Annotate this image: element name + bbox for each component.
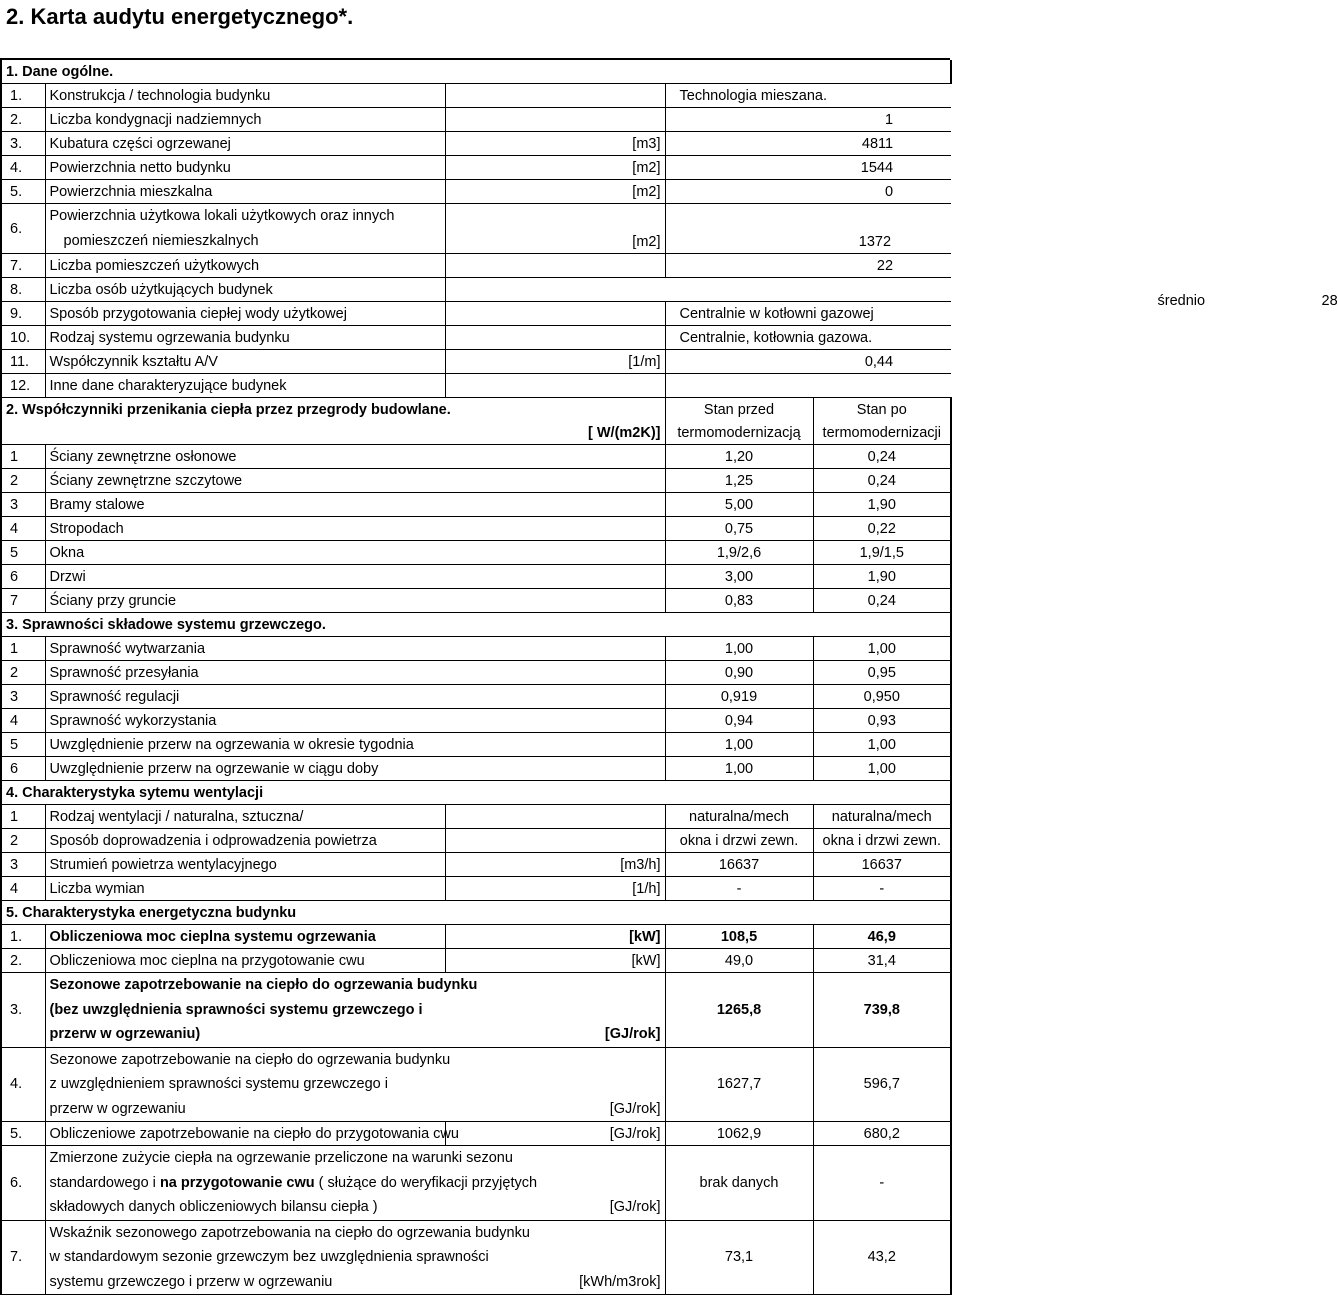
value-before: brak danych <box>665 1146 813 1221</box>
page-title: 2. Karta audytu energetycznego*. <box>6 4 354 29</box>
row-label: Ściany przy gruncie <box>45 589 665 613</box>
row-value: 1372 <box>665 204 951 254</box>
row-number: 5 <box>1 733 45 757</box>
row-label: Uwzględnienie przerw na ogrzewania w okresie tygodnia <box>45 733 665 757</box>
value-after: - <box>813 877 951 901</box>
row-number: 6 <box>1 565 45 589</box>
general-row <box>1 278 951 302</box>
row-unit: [1/h] <box>445 877 665 901</box>
row-label: Liczba wymian <box>45 877 445 901</box>
value-after: 739,8 <box>813 973 951 1048</box>
row-unit: [m3] <box>445 132 665 156</box>
row-unit <box>445 829 665 853</box>
row-value: 4811 <box>665 132 951 156</box>
row-unit <box>445 326 665 350</box>
row-label: Powierzchnia mieszkalna <box>45 180 445 204</box>
row-unit: [GJ/rok] <box>609 1100 661 1117</box>
value-after: - <box>813 1146 951 1221</box>
general-row <box>1 374 951 398</box>
row-value: Centralnie w kotłowni gazowej <box>665 302 951 326</box>
efficiency-row <box>1 685 951 709</box>
row-value: 1544 <box>665 156 951 180</box>
row-label: Sposób przygotowania ciepłej wody użytkowej <box>45 302 445 326</box>
coefficient-row <box>1 589 951 613</box>
ventilation-row <box>1 805 951 829</box>
row-label: Rodzaj systemu ogrzewania budynku <box>45 326 445 350</box>
value-before: 0,90 <box>665 661 813 685</box>
coefficient-row <box>1 493 951 517</box>
value-after: 1,90 <box>813 565 951 589</box>
row-unit: [kW] <box>445 949 665 973</box>
row-number: 5 <box>1 541 45 565</box>
row-label: Obliczeniowe zapotrzebowanie na ciepło do przygotowania cwu <box>45 1122 445 1146</box>
ventilation-row <box>1 829 951 853</box>
value-before: 0,919 <box>665 685 813 709</box>
row-number: 1. <box>1 84 45 108</box>
row-label: Liczba osób użytkujących budynek <box>45 278 445 302</box>
value-after: 43,2 <box>813 1220 951 1295</box>
row-label-line <box>50 1171 661 1196</box>
row-label <box>45 1146 665 1221</box>
coefficient-row <box>1 565 951 589</box>
value-after: 0,24 <box>813 445 951 469</box>
value-before: 1,00 <box>665 757 813 781</box>
value-before: 0,75 <box>665 517 813 541</box>
row-label-part: na przygotowanie cwu <box>159 1174 315 1191</box>
row-number: 1 <box>1 805 45 829</box>
value-after: 680,2 <box>813 1122 951 1146</box>
row-unit: średnio <box>1157 292 1206 309</box>
value-before: 1,20 <box>665 445 813 469</box>
row-unit <box>445 254 665 278</box>
efficiency-row <box>1 709 951 733</box>
row-unit: [GJ/rok] <box>445 1122 665 1146</box>
row-label-line: przerw w ogrzewaniu) <box>49 1026 201 1042</box>
audit-card-table <box>0 58 1338 1295</box>
row-label-line: pomieszczeń niemieszkalnych <box>63 232 259 249</box>
row-label: Sprawność przesyłania <box>45 661 665 685</box>
value-before: 1,25 <box>665 469 813 493</box>
value-before: 73,1 <box>665 1220 813 1295</box>
row-number: 3 <box>1 685 45 709</box>
value-before: okna i drzwi zewn. <box>665 829 813 853</box>
row-number: 6. <box>1 204 45 254</box>
row-number: 4 <box>1 517 45 541</box>
row-label: Bramy stalowe <box>45 493 665 517</box>
value-before: 49,0 <box>665 949 813 973</box>
row-label: Liczba pomieszczeń użytkowych <box>45 254 445 278</box>
value-after: 0,93 <box>813 709 951 733</box>
row-label-line: przerw w ogrzewaniu <box>49 1100 186 1117</box>
value-after: 31,4 <box>813 949 951 973</box>
row-number: 3. <box>1 973 45 1048</box>
row-number: 5. <box>1 1122 45 1146</box>
value-after: 1,90 <box>813 493 951 517</box>
row-label: Inne dane charakteryzujące budynek <box>45 374 445 398</box>
row-value: Centralnie, kotłownia gazowa. <box>665 326 951 350</box>
general-row <box>1 156 951 180</box>
row-number: 7. <box>1 1220 45 1295</box>
row-label-line: (bez uwzględnienia sprawności systemu grzewczego i <box>49 1001 423 1018</box>
coefficient-row <box>1 445 951 469</box>
row-number: 2 <box>1 661 45 685</box>
row-number: 2 <box>1 469 45 493</box>
value-after: 46,9 <box>813 925 951 949</box>
row-label: Drzwi <box>45 565 665 589</box>
value-before: 3,00 <box>665 565 813 589</box>
general-row <box>1 84 951 108</box>
value-after: 596,7 <box>813 1047 951 1122</box>
row-unit: [kWh/m3rok] <box>579 1273 661 1290</box>
value-after: naturalna/mech <box>813 805 951 829</box>
energy-row <box>1 973 951 1048</box>
row-number: 12. <box>1 374 45 398</box>
row-number: 2. <box>1 949 45 973</box>
general-row <box>1 180 951 204</box>
row-number: 3 <box>1 493 45 517</box>
row-unit: [m2] <box>445 180 665 204</box>
value-after: 1,00 <box>813 757 951 781</box>
row-label <box>45 1047 665 1122</box>
row-unit: [kW] <box>445 925 665 949</box>
row-number: 1. <box>1 925 45 949</box>
value-before: 1265,8 <box>665 973 813 1048</box>
row-label-line: składowych danych obliczeniowych bilansu ciepła ) <box>49 1199 378 1215</box>
ventilation-row <box>1 853 951 877</box>
general-row <box>1 254 951 278</box>
row-number: 1 <box>1 637 45 661</box>
section-efficiency-heading: 3. Sprawności składowe systemu grzewczego. <box>1 613 951 637</box>
row-number: 4 <box>1 877 45 901</box>
row-unit: [GJ/rok] <box>604 1026 661 1042</box>
energy-row <box>1 1146 951 1221</box>
row-label: Ściany zewnętrzne szczytowe <box>45 469 665 493</box>
energy-row <box>1 1220 951 1295</box>
efficiency-row <box>1 637 951 661</box>
row-number: 11. <box>1 350 45 374</box>
row-label: Sprawność wykorzystania <box>45 709 665 733</box>
blank-cell <box>1 421 445 445</box>
row-label-line: z uwzględnieniem sprawności systemu grzewczego i <box>49 1076 388 1092</box>
row-number: 7. <box>1 254 45 278</box>
row-unit <box>445 84 665 108</box>
value-after: 1,00 <box>813 637 951 661</box>
row-label: Konstrukcja / technologia budynku <box>45 84 445 108</box>
value-before: 5,00 <box>665 493 813 517</box>
row-number: 6 <box>1 757 45 781</box>
value-after: 0,24 <box>813 589 951 613</box>
ventilation-row <box>1 877 951 901</box>
value-after: 0,950 <box>813 685 951 709</box>
general-row <box>1 108 951 132</box>
row-label: Rodzaj wentylacji / naturalna, sztuczna/ <box>45 805 445 829</box>
row-label: Powierzchnia netto budynku <box>45 156 445 180</box>
row-value: 0,44 <box>665 350 951 374</box>
row-label: Sposób doprowadzenia i odprowadzenia powietrza <box>45 829 445 853</box>
section-ventilation-heading: 4. Charakterystyka sytemu wentylacji <box>1 781 951 805</box>
row-unit: [m2] <box>445 204 665 254</box>
row-unit <box>445 108 665 132</box>
section-general <box>1 60 951 84</box>
row-unit: [m3/h] <box>445 853 665 877</box>
row-unit <box>445 302 665 326</box>
row-number: 9. <box>1 302 45 326</box>
row-label: Sprawność wytwarzania <box>45 637 665 661</box>
row-label <box>45 204 445 254</box>
row-value <box>665 374 951 398</box>
value-after: 1,00 <box>813 733 951 757</box>
general-row <box>1 350 951 374</box>
row-value: 1 <box>665 108 951 132</box>
coefficient-row <box>1 469 951 493</box>
row-number: 10. <box>1 326 45 350</box>
row-label-part: standardowego i <box>49 1174 160 1191</box>
section-general-heading: 1. Dane ogólne. <box>1 60 951 84</box>
row-label <box>45 1220 665 1295</box>
row-number: 8. <box>1 278 45 302</box>
row-number: 6. <box>1 1146 45 1221</box>
row-label-line: Zmierzone zużycie ciepła na ogrzewanie przeliczone na warunki sezonu <box>49 1150 513 1166</box>
row-label-line: Powierzchnia użytkowa lokali użytkowych oraz innych <box>49 208 395 224</box>
value-after: okna i drzwi zewn. <box>813 829 951 853</box>
energy-row <box>1 925 951 949</box>
col-after-label: Stan po <box>813 398 951 422</box>
general-row <box>1 302 951 326</box>
row-unit: [m2] <box>445 156 665 180</box>
value-after: 0,95 <box>813 661 951 685</box>
row-label: Ściany zewnętrzne osłonowe <box>45 445 665 469</box>
general-row <box>1 326 951 350</box>
row-label: Sprawność regulacji <box>45 685 665 709</box>
value-before: naturalna/mech <box>665 805 813 829</box>
row-number: 4 <box>1 709 45 733</box>
value-before: - <box>665 877 813 901</box>
value-before: 1,00 <box>665 733 813 757</box>
col-after-sub: termomodernizacji <box>813 421 951 445</box>
value-before: 108,5 <box>665 925 813 949</box>
value-before: 1062,9 <box>665 1122 813 1146</box>
section-ventilation <box>1 781 951 805</box>
row-unit <box>445 374 665 398</box>
row-number: 3. <box>1 132 45 156</box>
energy-row <box>1 949 951 973</box>
row-label-line: Wskaźnik sezonowego zapotrzebowania na ciepło do ogrzewania budynku <box>49 1224 530 1241</box>
general-row <box>1 204 951 254</box>
row-label: Okna <box>45 541 665 565</box>
value-before: 0,94 <box>665 709 813 733</box>
row-unit <box>445 805 665 829</box>
row-label: Współczynnik kształtu A/V <box>45 350 445 374</box>
value-before: 1627,7 <box>665 1047 813 1122</box>
row-label: Strumień powietrza wentylacyjnego <box>45 853 445 877</box>
col-before-sub: termomodernizacją <box>665 421 813 445</box>
row-label-part: ( służące do weryfikacji przyjętych <box>314 1174 538 1191</box>
row-number: 1 <box>1 445 45 469</box>
value-after: 1,9/1,5 <box>813 541 951 565</box>
row-label: Kubatura części ogrzewanej <box>45 132 445 156</box>
coefficients-unit: [ W/(m2K)] <box>445 421 665 445</box>
row-label: Obliczeniowa moc cieplna systemu ogrzewania <box>45 925 445 949</box>
row-unit: [1/m] <box>445 350 665 374</box>
row-value: Technologia mieszana. <box>665 84 951 108</box>
efficiency-row <box>1 733 951 757</box>
row-label-line: Sezonowe zapotrzebowanie na ciepło do ogrzewania budynku <box>49 1051 451 1068</box>
col-before-label: Stan przed <box>665 398 813 422</box>
row-value: 22 <box>665 254 951 278</box>
row-label: Obliczeniowa moc cieplna na przygotowanie cwu <box>45 949 445 973</box>
value-before: 0,83 <box>665 589 813 613</box>
section-energy-heading: 5. Charakterystyka energetyczna budynku <box>1 901 951 925</box>
row-number: 2. <box>1 108 45 132</box>
general-row <box>1 132 951 156</box>
section-efficiency <box>1 613 951 637</box>
row-number: 5. <box>1 180 45 204</box>
row-number: 4. <box>1 156 45 180</box>
section-coefficients <box>1 398 951 422</box>
row-label <box>45 973 665 1048</box>
row-number: 2 <box>1 829 45 853</box>
value-before: 1,00 <box>665 637 813 661</box>
row-value: 28 <box>1321 292 1338 309</box>
value-before: 16637 <box>665 853 813 877</box>
value-after: 0,24 <box>813 469 951 493</box>
coefficient-row <box>1 517 951 541</box>
row-value: 0 <box>665 180 951 204</box>
value-after: 16637 <box>813 853 951 877</box>
value-before: 1,9/2,6 <box>665 541 813 565</box>
efficiency-row <box>1 661 951 685</box>
coefficient-row <box>1 541 951 565</box>
energy-row <box>1 1047 951 1122</box>
row-label: Stropodach <box>45 517 665 541</box>
value-after: 0,22 <box>813 517 951 541</box>
row-label-line: Sezonowe zapotrzebowanie na ciepło do ogrzewania budynku <box>49 977 478 993</box>
row-label: Liczba kondygnacji nadziemnych <box>45 108 445 132</box>
section-coefficients-subheader <box>1 421 951 445</box>
row-number: 4. <box>1 1047 45 1122</box>
row-label-line: systemu grzewczego i przerw w ogrzewaniu <box>49 1273 333 1290</box>
section-energy <box>1 901 951 925</box>
row-number: 7 <box>1 589 45 613</box>
row-unit: [GJ/rok] <box>609 1199 661 1215</box>
section-coefficients-heading: 2. Współczynniki przenikania ciepła przez przegrody budowlane. <box>1 398 665 422</box>
row-unit-value <box>445 278 1338 309</box>
efficiency-row <box>1 757 951 781</box>
row-label: Uwzględnienie przerw na ogrzewanie w ciągu doby <box>45 757 665 781</box>
energy-row <box>1 1122 951 1146</box>
row-number: 3 <box>1 853 45 877</box>
row-label-line: w standardowym sezonie grzewczym bez uwzględnienia sprawności <box>49 1249 489 1265</box>
